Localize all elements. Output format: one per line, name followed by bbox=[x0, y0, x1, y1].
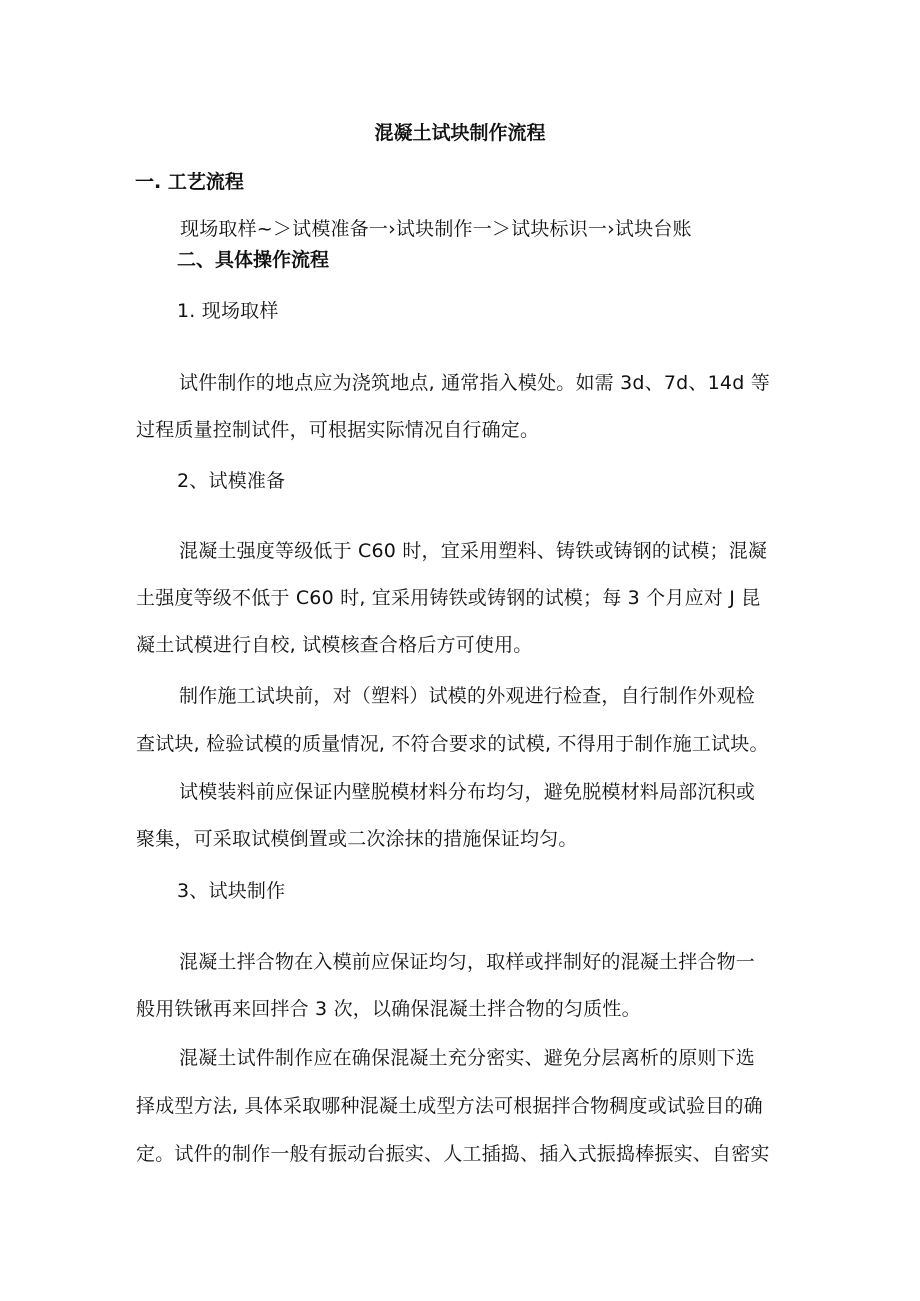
paragraph-line: 土强度等级不低于 C60 时, 宜采用铸铁或铸钢的试模；每 3 个月应对 J 昆 bbox=[136, 587, 761, 609]
paragraph-line: 制作施工试块前，对（塑料）试模的外观进行检查，自行制作外观检 bbox=[179, 685, 756, 707]
section2-heading: 二、具体操作流程 bbox=[177, 249, 330, 271]
section1-heading: 一. 工艺流程 bbox=[135, 171, 244, 193]
paragraph-line: 混凝土强度等级低于 C60 时，宜采用塑料、铸铁或铸钢的试模；混凝 bbox=[179, 540, 768, 562]
paragraph-line: 混凝土拌合物在入模前应保证均匀，取样或拌制好的混凝土拌合物一 bbox=[179, 951, 756, 973]
paragraph-line: 聚集，可采取试模倒置或二次涂抹的措施保证均匀。 bbox=[136, 828, 578, 850]
paragraph-line: 过程质量控制试件，可根据实际情况自行确定。 bbox=[136, 419, 540, 441]
paragraph-line: 试模装料前应保证内壁脱模材料分布均匀，避免脱模材料局部沉积或 bbox=[179, 781, 756, 803]
document-title: 混凝土试块制作流程 bbox=[374, 122, 546, 144]
paragraph-line: 定。试件的制作一般有振动台振实、人工插捣、插入式振捣棒振实、自密实 bbox=[136, 1143, 770, 1165]
paragraph-line: 查试块, 检验试模的质量情况, 不符合要求的试模, 不得用于制作施工试块。 bbox=[136, 733, 769, 755]
paragraph-line: 般用铁锹再来回拌合 3 次，以确保混凝土拌合物的匀质性。 bbox=[136, 998, 641, 1020]
subsection3-heading: 3、试块制作 bbox=[177, 880, 286, 902]
paragraph-line: 择成型方法, 具体采取哪种混凝土成型方法可根据拌合物稠度或试验目的确 bbox=[136, 1095, 763, 1117]
paragraph-line: 凝土试模进行自校, 试模核查合格后方可使用。 bbox=[136, 634, 533, 656]
process-flow-line: 现场取样~＞试模准备一›试块制作一＞试块标识一›试块台账 bbox=[180, 218, 692, 240]
subsection1-heading: 1. 现场取样 bbox=[177, 300, 279, 322]
paragraph-line: 试件制作的地点应为浇筑地点, 通常指入模处。如需 3d、7d、14d 等 bbox=[179, 372, 770, 394]
subsection2-heading: 2、试模准备 bbox=[177, 470, 286, 492]
paragraph-line: 混凝土试件制作应在确保混凝土充分密实、避免分层离析的原则下选 bbox=[179, 1047, 756, 1069]
